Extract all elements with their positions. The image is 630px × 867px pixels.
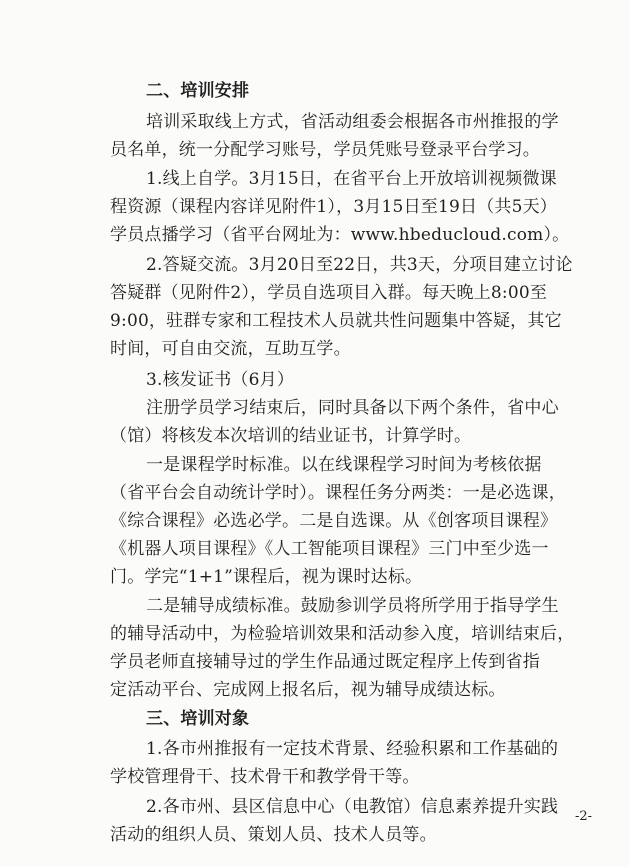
page-number: -2- <box>575 809 593 824</box>
paragraph-line: 时间，可自由交流，互助互学。 <box>110 339 351 359</box>
paragraph-line: 的辅导活动中，为检验培训效果和活动参入度，培训结束后， <box>110 624 575 644</box>
section-heading-training-arrangement: 二、培训安排 <box>146 81 250 101</box>
paragraph-line: 门。学完“1+1”课程后，视为课时达标。 <box>110 567 423 587</box>
paragraph-line: 定活动平台、完成网上报名后，视为辅导成绩达标。 <box>110 680 506 700</box>
paragraph-line: 培训采取线上方式，省活动组委会根据各市州推报的学 <box>146 112 559 132</box>
section-heading-training-targets: 三、培训对象 <box>146 709 250 729</box>
paragraph-line: 《机器人项目课程》《人工智能项目课程》三门中至少选一 <box>110 539 549 559</box>
paragraph-line: 一是课程学时标准。以在线课程学习时间为考核依据 <box>146 455 542 475</box>
paragraph-line: 1.线上自学。3月15日，在省平台上开放培训视频微课 <box>146 169 557 189</box>
paragraph-line: （馆）将核发本次培训的结业证书，计算学时。 <box>110 426 472 446</box>
paragraph-line: 程资源（课程内容详见附件1），3月15日至19日（共5天） <box>110 197 558 217</box>
paragraph-line: 二是辅导成绩标准。鼓励参训学员将所学用于指导学生 <box>146 596 559 616</box>
paragraph-line: 员名单，统一分配学习账号，学员凭账号登录平台学习。 <box>110 140 540 160</box>
paragraph-line: 1.各市州推报有一定技术背景、经验积累和工作基础的 <box>146 739 559 759</box>
paragraph-line: 《综合课程》必选必学。二是自选课。从《创客项目课程》 <box>110 511 558 531</box>
paragraph-line: 3.核发证书（6月） <box>146 370 295 390</box>
paragraph-line: 学员老师直接辅导过的学生作品通过既定程序上传到省指 <box>110 652 540 672</box>
paragraph-line: 9:00，驻群专家和工程技术人员就共性问题集中答疑，其它 <box>110 311 562 331</box>
paragraph-line: 活动的组织人员、策划人员、技术人员等。 <box>110 825 437 845</box>
paragraph-line: 2.各市州、县区信息中心（电教馆）信息素养提升实践 <box>146 797 559 817</box>
paragraph-line: 学校管理骨干、技术骨干和教学骨干等。 <box>110 767 420 787</box>
paragraph-line: （省平台会自动统计学时）。课程任务分两类：一是必选课， <box>110 483 566 503</box>
paragraph-line: 学员点播学习（省平台网址为：www.hbeducloud.com）。 <box>110 225 570 245</box>
paragraph-line: 2.答疑交流。3月20日至22日，共3天，分项目建立讨论 <box>146 255 573 275</box>
paragraph-line: 答疑群（见附件2），学员自选项目入群。每天晚上8:00至 <box>110 283 548 303</box>
paragraph-line: 注册学员学习结束后，同时具备以下两个条件，省中心 <box>146 398 559 418</box>
